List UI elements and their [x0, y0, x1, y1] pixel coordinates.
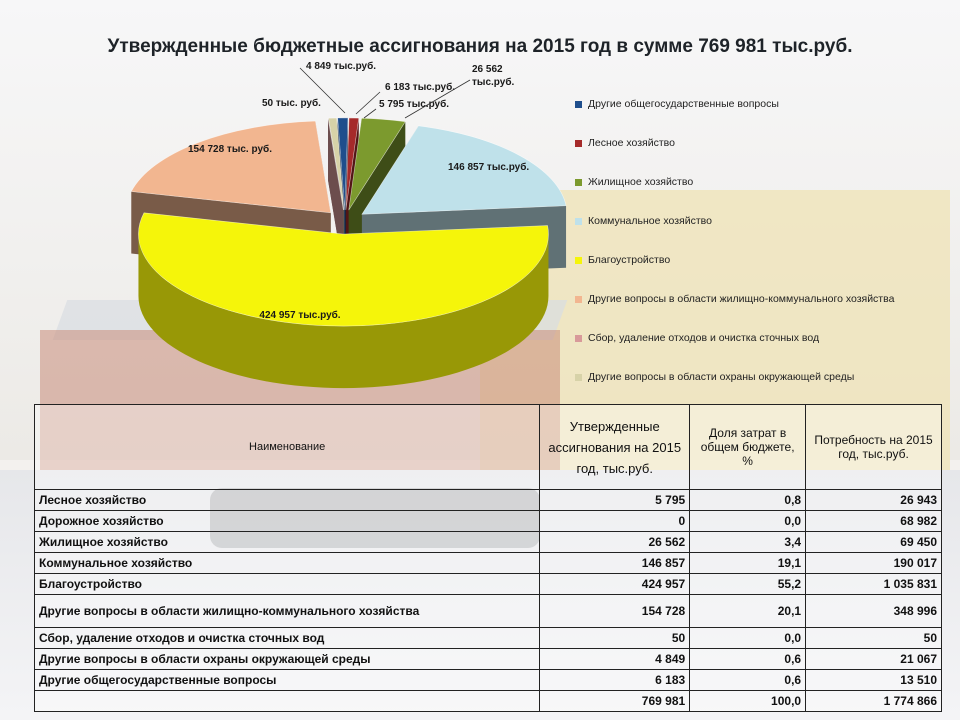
- table-row: [35, 490, 942, 511]
- approved-cell: 26 562: [540, 532, 690, 553]
- need-cell: 68 982: [806, 511, 942, 532]
- legend-swatch: [575, 257, 582, 264]
- share-cell: 0,6: [690, 670, 806, 691]
- legend-swatch: [575, 218, 582, 225]
- table-row: [35, 691, 942, 712]
- legend-label: Коммунальное хозяйство: [588, 215, 712, 227]
- legend-item: [575, 252, 670, 268]
- pie-leader-line: [364, 109, 376, 118]
- legend-item: [575, 135, 675, 151]
- legend-swatch: [575, 179, 582, 186]
- row-name-cell: [35, 691, 540, 712]
- header-approved: Утвержденные ассигнования на 2015 год, тыс.руб.: [540, 405, 690, 490]
- legend-item: [575, 291, 894, 307]
- approved-cell: 4 849: [540, 649, 690, 670]
- table-body: [35, 490, 942, 712]
- approved-cell: 5 795: [540, 490, 690, 511]
- approved-cell: 0: [540, 511, 690, 532]
- need-cell: 190 017: [806, 553, 942, 574]
- legend-label: Сбор, удаление отходов и очистка сточных вод: [588, 332, 820, 344]
- header-need: Потребность на 2015 год, тыс.руб.: [806, 405, 942, 490]
- share-cell: 100,0: [690, 691, 806, 712]
- row-name-cell: Благоустройство: [35, 574, 540, 595]
- legend-swatch: [575, 296, 582, 303]
- budget-table: [34, 404, 942, 712]
- share-cell: 3,4: [690, 532, 806, 553]
- row-name-cell: Коммунальное хозяйство: [35, 553, 540, 574]
- pie-data-label: 5 795 тыс.руб.: [379, 99, 450, 110]
- legend-item: [575, 369, 854, 385]
- legend-label: Другие вопросы в области жилищно-коммунального хозяйства: [588, 293, 895, 305]
- chart-title: Утвержденные бюджетные ассигнования на 2015 год в сумме 769 981 тыс.руб.: [107, 36, 853, 57]
- pie-data-label: 424 957 тыс.руб.: [259, 310, 341, 321]
- table-row: [35, 670, 942, 691]
- row-name-cell: Дорожное хозяйство: [35, 511, 540, 532]
- need-cell: 1 774 866: [806, 691, 942, 712]
- approved-cell: 769 981: [540, 691, 690, 712]
- legend-swatch: [575, 140, 582, 147]
- legend-swatch: [575, 374, 582, 381]
- row-name-cell: Жилищное хозяйство: [35, 532, 540, 553]
- need-cell: 26 943: [806, 490, 942, 511]
- need-cell: 69 450: [806, 532, 942, 553]
- need-cell: 348 996: [806, 595, 942, 628]
- need-cell: 1 035 831: [806, 574, 942, 595]
- legend-swatch: [575, 335, 582, 342]
- table-row: [35, 553, 942, 574]
- row-name-cell: Лесное хозяйство: [35, 490, 540, 511]
- approved-cell: 146 857: [540, 553, 690, 574]
- legend-label: Лесное хозяйство: [588, 137, 675, 149]
- approved-cell: 424 957: [540, 574, 690, 595]
- pie-data-label: 50 тыс. руб.: [262, 98, 321, 109]
- row-name-cell: Сбор, удаление отходов и очистка сточных вод: [35, 628, 540, 649]
- table-row: [35, 595, 942, 628]
- table-row: [35, 532, 942, 553]
- share-cell: 19,1: [690, 553, 806, 574]
- pie-data-label: 4 849 тыс.руб.: [306, 61, 377, 72]
- row-name-cell: Другие вопросы в области охраны окружающей среды: [35, 649, 540, 670]
- approved-cell: 6 183: [540, 670, 690, 691]
- need-cell: 13 510: [806, 670, 942, 691]
- table-row: [35, 649, 942, 670]
- legend-label: Другие вопросы в области охраны окружающей среды: [588, 371, 855, 383]
- row-name-cell: Другие вопросы в области жилищно-коммунального хозяйства: [35, 595, 540, 628]
- pie-data-label: 6 183 тыс.руб.: [385, 82, 456, 93]
- legend-item: [575, 96, 779, 112]
- row-name-cell: Другие общегосударственные вопросы: [35, 670, 540, 691]
- legend-label: Благоустройство: [588, 254, 671, 266]
- pie-data-label: 26 562 тыс.руб.: [472, 64, 515, 88]
- header-name: Наименование: [35, 405, 540, 490]
- legend-swatch: [575, 101, 582, 108]
- need-cell: 50: [806, 628, 942, 649]
- legend-item: [575, 174, 693, 190]
- share-cell: 0,6: [690, 649, 806, 670]
- share-cell: 55,2: [690, 574, 806, 595]
- pie-data-label: 146 857 тыс.руб.: [448, 162, 530, 173]
- legend-label: Другие общегосударственные вопросы: [588, 98, 779, 110]
- need-cell: 21 067: [806, 649, 942, 670]
- pie-data-label: 154 728 тыс. руб.: [188, 144, 272, 155]
- approved-cell: 154 728: [540, 595, 690, 628]
- table-row: [35, 628, 942, 649]
- approved-cell: 50: [540, 628, 690, 649]
- share-cell: 20,1: [690, 595, 806, 628]
- legend-item: [575, 330, 819, 346]
- header-share: Доля затрат в общем бюджете, %: [690, 405, 806, 490]
- table-row: [35, 574, 942, 595]
- legend-item: [575, 213, 712, 229]
- share-cell: 0,0: [690, 511, 806, 532]
- share-cell: 0,0: [690, 628, 806, 649]
- table-header-row: [35, 405, 942, 490]
- pie-leader-line: [356, 92, 380, 114]
- legend-label: Жилищное хозяйство: [588, 176, 694, 188]
- share-cell: 0,8: [690, 490, 806, 511]
- table-row: [35, 511, 942, 532]
